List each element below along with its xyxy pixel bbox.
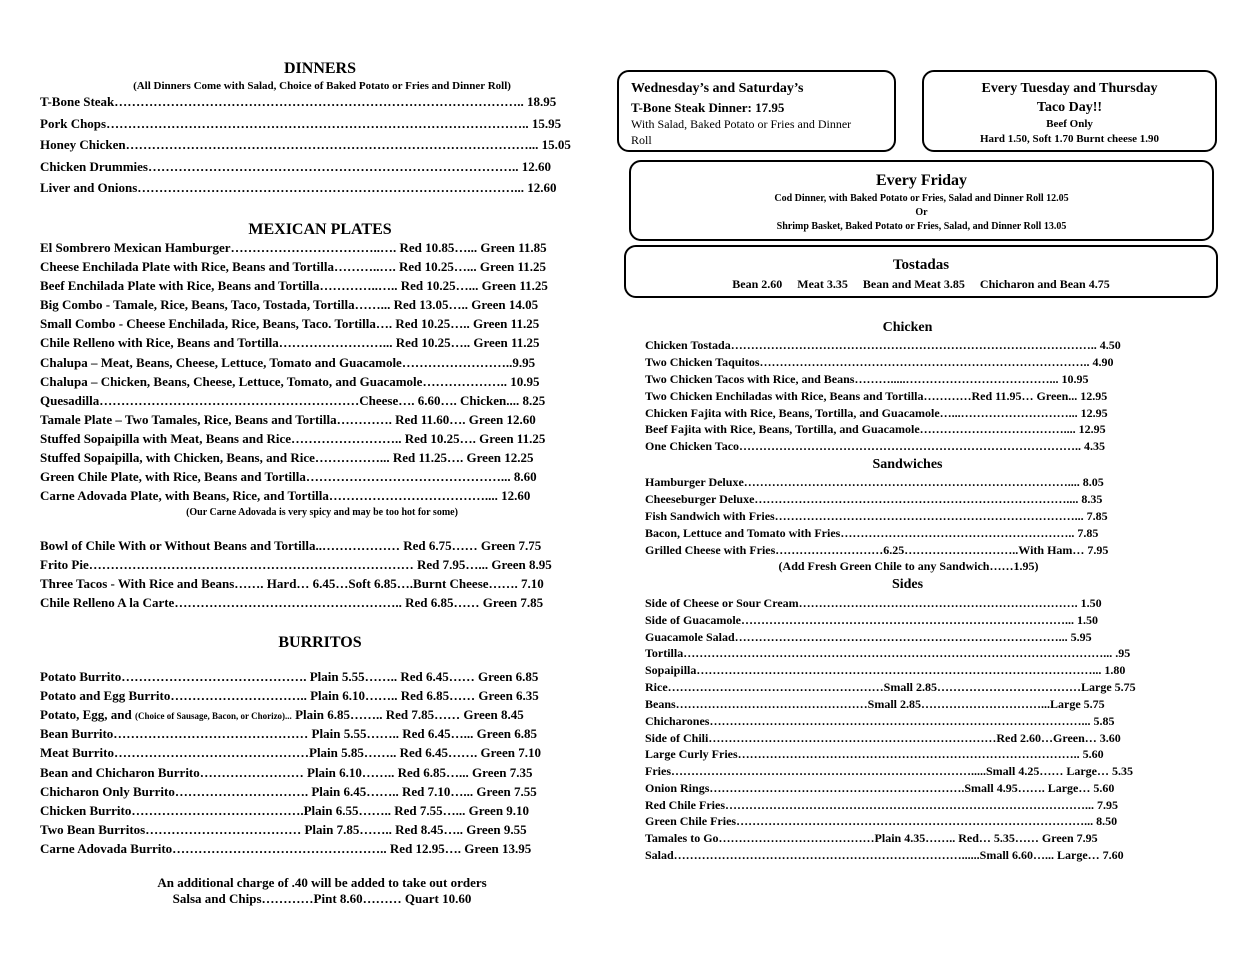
- mexican-item: Chile Relleno A la Carte…………………………………………….. Red 6.85…… Green 7.85: [40, 595, 544, 610]
- burrito-special-prices: Plain 6.85…….. Red 7.85…… Green 8.45: [291, 707, 524, 722]
- wed-sat-line3: Roll: [631, 133, 652, 147]
- burrito-item: Bean and Chicharon Burrito…………………… Plain 6.10…….. Red 6.85…... Green 7.35: [40, 765, 533, 780]
- side-item: Side of Cheese or Sour Cream……………………………………………………………. 1.50: [645, 596, 1102, 610]
- friday-line2: Or: [915, 207, 928, 218]
- sandwich-item: Fish Sandwich with Fries…………………………………………………………………... 7.85: [645, 509, 1108, 523]
- chicken-item: Two Chicken Taquitos……………………………………………………………………….. 4.90: [645, 355, 1114, 369]
- tue-thu-line1: Taco Day!!: [1036, 100, 1103, 115]
- burrito-item: Potato Burrito……………………………………. Plain 5.55…….. Red 6.45…… Green 6.85: [40, 669, 539, 684]
- chicken-item: One Chicken Taco………………………………………………………………………….. 4.35: [645, 439, 1106, 453]
- mexican-item: Frito Pie………………………………………………………………… Red 7.95…... Green 8.95: [40, 557, 552, 572]
- burrito-item: Meat Burrito………………………………………Plain 5.85…….. Red 6.45……. Green 7.10: [40, 745, 541, 760]
- chicken-title: Chicken: [882, 320, 933, 335]
- green-chile-note: (Add Fresh Green Chile to any Sandwich……1.95): [778, 559, 1039, 573]
- chicken-item: Chicken Tostada……………………………………………………………………………….. 4.50: [645, 338, 1121, 352]
- mexican-item: Big Combo - Tamale, Rice, Beans, Taco, Tostada, Tortilla……... Red 13.05….. Green 14.05: [40, 297, 539, 312]
- mexican-title: MEXICAN PLATES: [248, 221, 392, 238]
- mexican-item: Chalupa – Meat, Beans, Cheese, Lettuce, Tomato and Guacamole……………………..9.95: [40, 355, 536, 370]
- side-item: Side of Chili………………………………………………………………Red 2.60…Green… 3.60: [645, 731, 1121, 745]
- mexican-item: El Sombrero Mexican Hamburger……………………………..…. Red 10.85…... Green 11.85: [40, 240, 547, 255]
- side-item: Onion Rings……………………………………………………….Small 4.95……. Large… 5.60: [645, 781, 1115, 795]
- tostadas-title: Tostadas: [892, 257, 950, 273]
- chicken-item: Two Chicken Tacos with Rice, and Beans……….....………………………………... 10.95: [645, 372, 1089, 386]
- mexican-item: Tamale Plate – Two Tamales, Rice, Beans and Tortilla…………. Red 11.60…. Green 12.60: [40, 412, 536, 427]
- side-item: Green Chile Fries……………………………………………………………………………... 8.50: [645, 814, 1118, 828]
- wed-sat-title: Wednesday’s and Saturday’s: [631, 81, 804, 96]
- sandwiches-title: Sandwiches: [872, 457, 943, 472]
- side-item: Beans…………………………………………Small 2.85…………………………...Large 5.75: [645, 697, 1105, 711]
- wed-sat-line1: T-Bone Steak Dinner: 17.95: [631, 100, 785, 115]
- tue-thu-line3: Hard 1.50, Soft 1.70 Burnt cheese 1.90: [979, 133, 1160, 145]
- salsa-chips: Salsa and Chips…………Pint 8.60……… Quart 10.60: [172, 891, 472, 906]
- takeout-note: An additional charge of .40 will be added to take out orders: [157, 875, 487, 890]
- friday-title: Every Friday: [875, 172, 968, 189]
- side-item: Side of Guacamole………………………………………………………………………... 1.50: [645, 613, 1098, 627]
- sides-title: Sides: [891, 577, 924, 592]
- sandwich-item: Bacon, Lettuce and Tomato with Fries………………………………………………….. 7.85: [645, 526, 1099, 540]
- sandwich-item: Hamburger Deluxe……………………………………………………………………….... 8.05: [645, 475, 1104, 489]
- side-item: Red Chile Fries………………………………………………………………………………... 7.95: [645, 798, 1118, 812]
- friday-line3: Shrimp Basket, Baked Potato or Fries, Salad, and Dinner Roll 13.05: [776, 221, 1067, 232]
- burrito-item: [40, 707, 605, 724]
- burrito-special-choice: (Choice of Sausage, Bacon, or Chorizo)...: [134, 711, 292, 721]
- dinner-item: Chicken Drummies………………………………………………………………………….. 12.60: [40, 159, 551, 174]
- carne-adovada-note: (Our Carne Adovada is very spicy and may be too hot for some): [186, 507, 458, 518]
- side-item: Salad………………………………………………………………......Small 6.60…... Large… 7.60: [645, 848, 1124, 862]
- side-item: Rice………………………………………………Small 2.85………………………………Large 5.75: [645, 680, 1136, 694]
- burrito-item: Bean Burrito……………………………………… Plain 5.55…….. Red 6.45…... Green 6.85: [40, 726, 538, 741]
- burrito-item: Two Bean Burritos……………………………… Plain 7.85…….. Red 8.45….. Green 9.55: [40, 822, 527, 837]
- side-item: Tortilla……………………………………………………………………………………………... .95: [645, 646, 1131, 660]
- mexican-item: Small Combo - Cheese Enchilada, Rice, Beans, Taco. Tortilla…. Red 10.25….. Green 11.25: [40, 316, 540, 331]
- mexican-item: Chile Relleno with Rice, Beans and Tortilla……………………... Red 10.25….. Green 11.25: [40, 335, 540, 350]
- side-item: Chicharones…………………………………………………………………………………... 5.85: [645, 714, 1115, 728]
- tostadas-prices: Bean 2.60 Meat 3.35 Bean and Meat 3.85 Chicharon and Bean 4.75: [732, 277, 1110, 291]
- dinner-item: Honey Chicken…………………………………………………………………………………... 15.05: [40, 137, 571, 152]
- wed-sat-line2: With Salad, Baked Potato or Fries and Dinner: [631, 117, 852, 131]
- burrito-item: Potato and Egg Burrito………………………….. Plain 6.10…….. Red 6.85…… Green 6.35: [40, 688, 539, 703]
- mexican-item: Green Chile Plate, with Rice, Beans and Tortilla………………………………………... 8.60: [40, 469, 537, 484]
- chicken-item: Chicken Fajita with Rice, Beans, Tortilla, and Guacamole…...………………………... 12.95: [645, 406, 1108, 420]
- tue-thu-special-box: [922, 70, 1217, 152]
- mexican-item: Chalupa – Chicken, Beans, Cheese, Lettuce, Tomato, and Guacamole……………….. 10.95: [40, 374, 540, 389]
- side-item: Tamales to Go…………………………………Plain 4.35…….. Red… 5.35…… Green 7.95: [645, 831, 1098, 845]
- side-item: Fries………………………………………………………………….....Small 4.25…… Large… 5.35: [645, 764, 1133, 778]
- side-item: Guacamole Salad………………………………………………………………………... 5.95: [645, 630, 1092, 644]
- side-item: Large Curly Fries………………………………………………………………………….. 5.60: [645, 747, 1104, 761]
- mexican-item: Quesadilla……………………………………………………Cheese…. 6.60…. Chicken.... 8.25: [40, 393, 546, 408]
- burrito-special-name: Potato, Egg, and: [40, 707, 135, 722]
- wed-sat-special-box: [617, 70, 896, 152]
- dinner-item: T-Bone Steak………………………………………………………………………………….. 18.95: [40, 94, 557, 109]
- mexican-item: Stuffed Sopaipilla with Meat, Beans and Rice…………………….. Red 10.25…. Green 11.25: [40, 431, 546, 446]
- dinner-item: Pork Chops…………………………………………………………………………………….. 15.95: [40, 116, 562, 131]
- dinners-note: (All Dinners Come with Salad, Choice of Baked Potato or Fries and Dinner Roll): [133, 80, 511, 92]
- tue-thu-line2: Beef Only: [1046, 118, 1093, 130]
- friday-line1: Cod Dinner, with Baked Potato or Fries, Salad and Dinner Roll 12.05: [774, 193, 1069, 204]
- tue-thu-title: Every Tuesday and Thursday: [981, 81, 1158, 96]
- mexican-item: Carne Adovada Plate, with Beans, Rice, and Tortilla……………………………….... 12.60: [40, 488, 531, 503]
- friday-special-box: [629, 160, 1214, 241]
- burritos-title: BURRITOS: [278, 634, 362, 651]
- mexican-item: Three Tacos - With Rice and Beans……. Hard… 6.45…Soft 6.85….Burnt Cheese……. 7.10: [40, 576, 544, 591]
- chicken-item: Beef Fajita with Rice, Beans, Tortilla, and Guacamole……………………………….... 12.95: [645, 422, 1106, 436]
- sandwich-item: Cheeseburger Deluxe…………………………………………………………………….... 8.35: [645, 492, 1103, 506]
- dinner-item: Liver and Onions……………………………………………………………………………... 12.60: [40, 180, 557, 195]
- sandwich-item: Grilled Cheese with Fries………………………6.25………………………..With Ham… 7.95: [645, 543, 1109, 557]
- burrito-item: Carne Adovada Burrito………………………………………….. Red 12.95…. Green 13.95: [40, 841, 532, 856]
- dinners-title: DINNERS: [283, 60, 356, 77]
- burrito-item: Chicharon Only Burrito…………………………. Plain 6.45…….. Red 7.10…... Green 7.55: [40, 784, 537, 799]
- mexican-item: Cheese Enchilada Plate with Rice, Beans and Tortilla………..…. Red 10.25…... Green 11.25: [40, 259, 547, 274]
- mexican-item: Stuffed Sopaipilla, with Chicken, Beans, and Rice……………... Red 11.25…. Green 12.25: [40, 450, 534, 465]
- chicken-item: Two Chicken Enchiladas with Rice, Beans and Tortilla…………Red 11.95… Green... 12.95: [645, 389, 1108, 403]
- side-item: Sopaipilla………………………………………………………………………………………... 1.80: [645, 663, 1126, 677]
- mexican-item: Beef Enchilada Plate with Rice, Beans and Tortilla…………..….. Red 10.25…... Green 11.25: [40, 278, 548, 293]
- mexican-item: Bowl of Chile With or Without Beans and Tortilla..……………… Red 6.75…… Green 7.75: [40, 538, 542, 553]
- tostadas-box: [624, 245, 1218, 298]
- burrito-item: Chicken Burrito………………………………….Plain 6.55…….. Red 7.55…... Green 9.10: [40, 803, 530, 818]
